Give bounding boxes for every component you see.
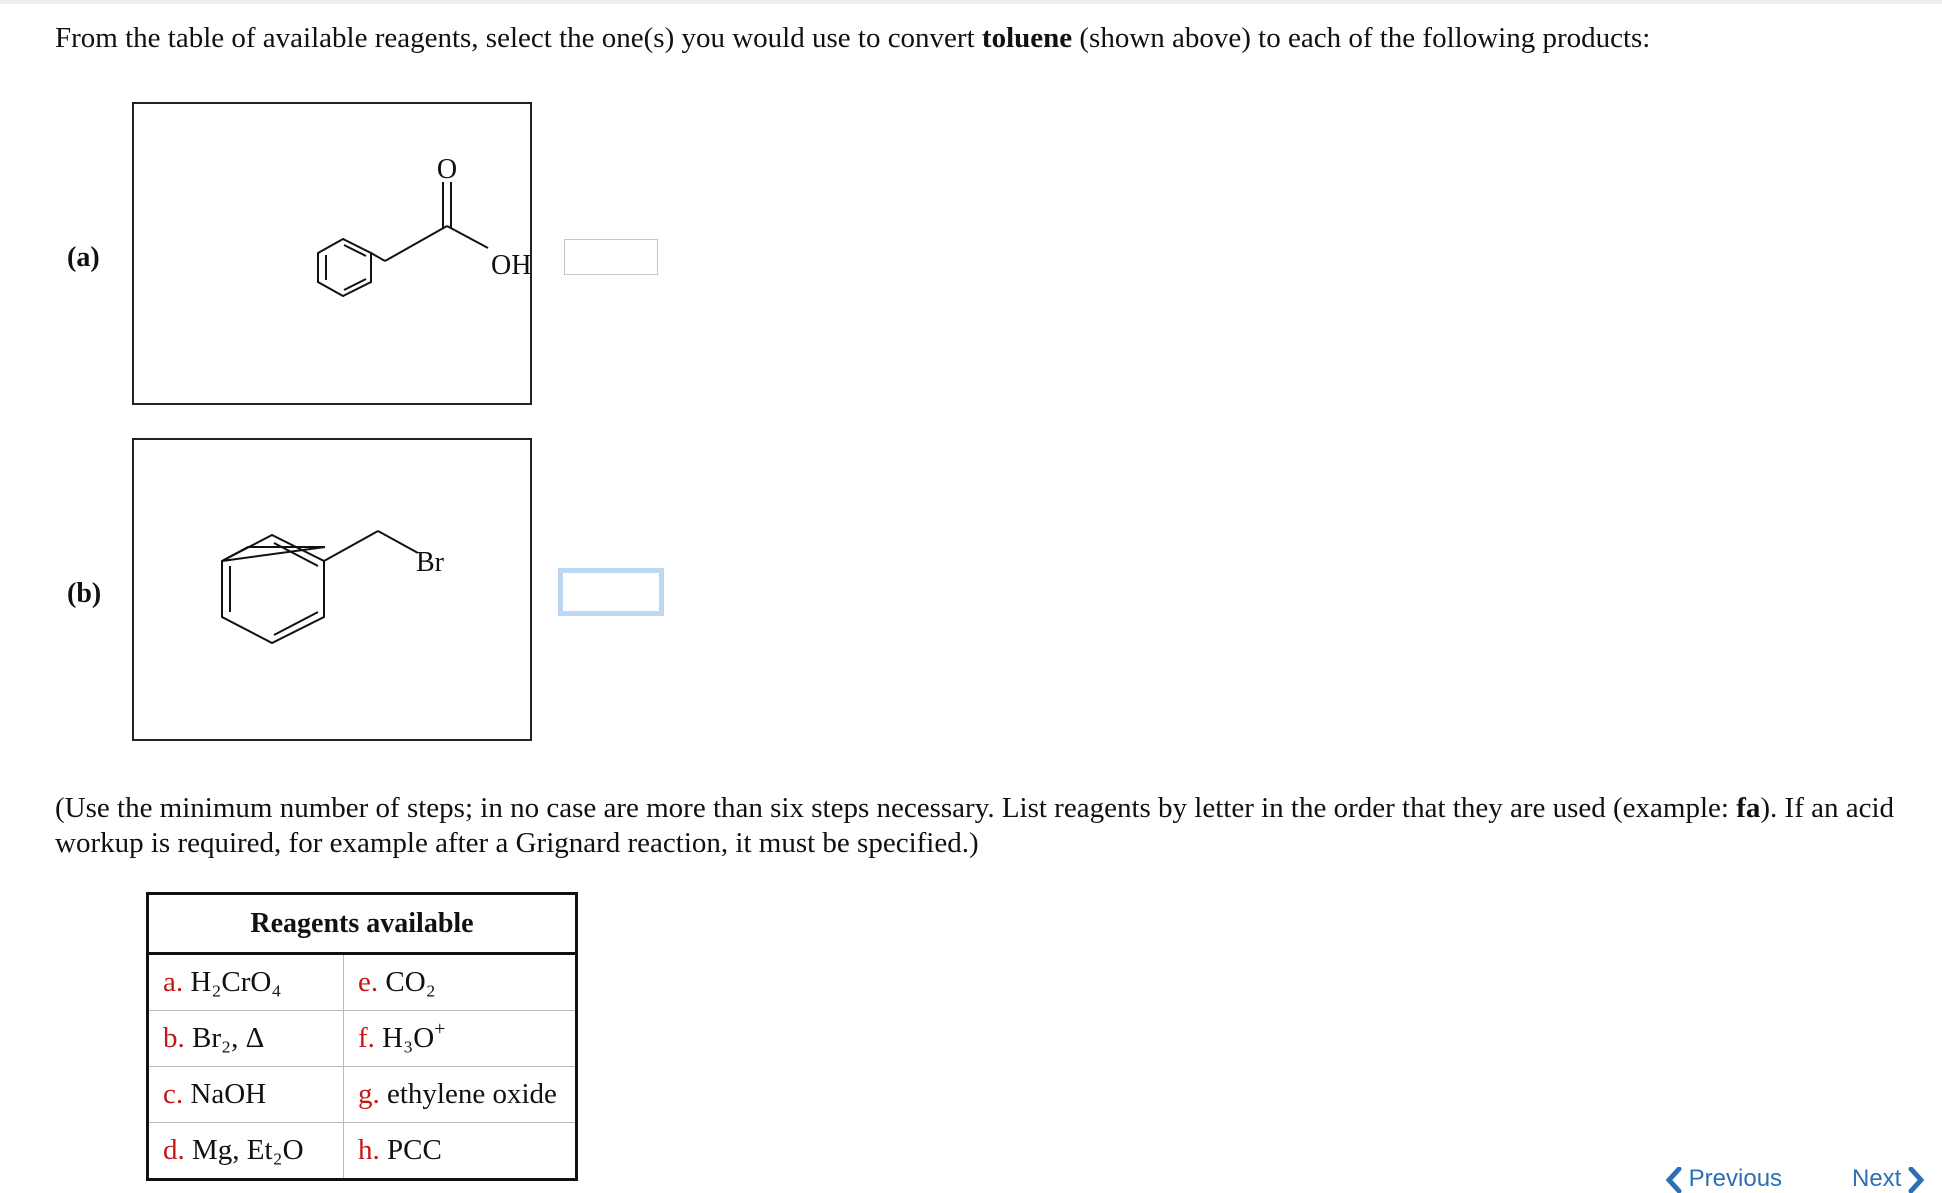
chevron-left-icon xyxy=(1666,1167,1682,1193)
note-example: fa xyxy=(1736,792,1761,824)
instructions-note xyxy=(55,791,1905,861)
reagent-d: d. Mg, Et₂O xyxy=(148,1123,344,1180)
reagents-table-title: Reagents available xyxy=(148,894,577,954)
top-divider xyxy=(0,0,1942,4)
reagent-e: e. CO₂ xyxy=(344,954,577,1011)
part-b-label: (b) xyxy=(67,578,102,609)
reagents-table xyxy=(146,892,578,1181)
answer-a-input[interactable] xyxy=(564,239,658,275)
reagent-g: g. ethylene oxide xyxy=(344,1067,577,1123)
prompt-text-end: (shown above) to each of the following products: xyxy=(1072,22,1651,54)
benzoic-acid-structure xyxy=(134,104,534,407)
structure-a-box xyxy=(132,102,532,405)
chevron-right-icon xyxy=(1908,1167,1924,1193)
reagent-b: b. Br₂, Δ xyxy=(148,1011,344,1067)
structure-b-box xyxy=(132,438,532,741)
previous-label: Previous xyxy=(1688,1165,1783,1192)
previous-button[interactable] xyxy=(1666,1165,1782,1193)
note-text-end: ). If an acid workup is required, for example after a Grignard reaction, it must be specified.) xyxy=(55,792,1895,859)
reagent-c: c. NaOH xyxy=(148,1067,344,1123)
reagent-h: h. PCC xyxy=(344,1123,577,1180)
note-text-start: (Use the minimum number of steps; in no case are more than six steps necessary. List reagents by letter in the order that they are used (example: xyxy=(55,792,1737,824)
part-a-label: (a) xyxy=(67,242,100,273)
reagent-a: a. H₂CrO₄ xyxy=(148,954,344,1011)
answer-b-input[interactable] xyxy=(558,568,664,616)
hydroxyl-label: OH xyxy=(491,250,532,281)
question-prompt xyxy=(55,22,1650,55)
next-button[interactable] xyxy=(1852,1165,1924,1193)
prompt-text-start: From the table of available reagents, select the one(s) you would use to convert xyxy=(55,22,982,54)
prompt-bold-reactant: toluene xyxy=(981,22,1073,54)
bromine-label: Br xyxy=(416,547,444,578)
reagent-f: f. H₃O+ xyxy=(344,1011,577,1067)
next-label: Next xyxy=(1852,1165,1902,1192)
carbonyl-oxygen-label: O xyxy=(436,154,458,185)
benzyl-bromide-structure xyxy=(134,440,534,743)
